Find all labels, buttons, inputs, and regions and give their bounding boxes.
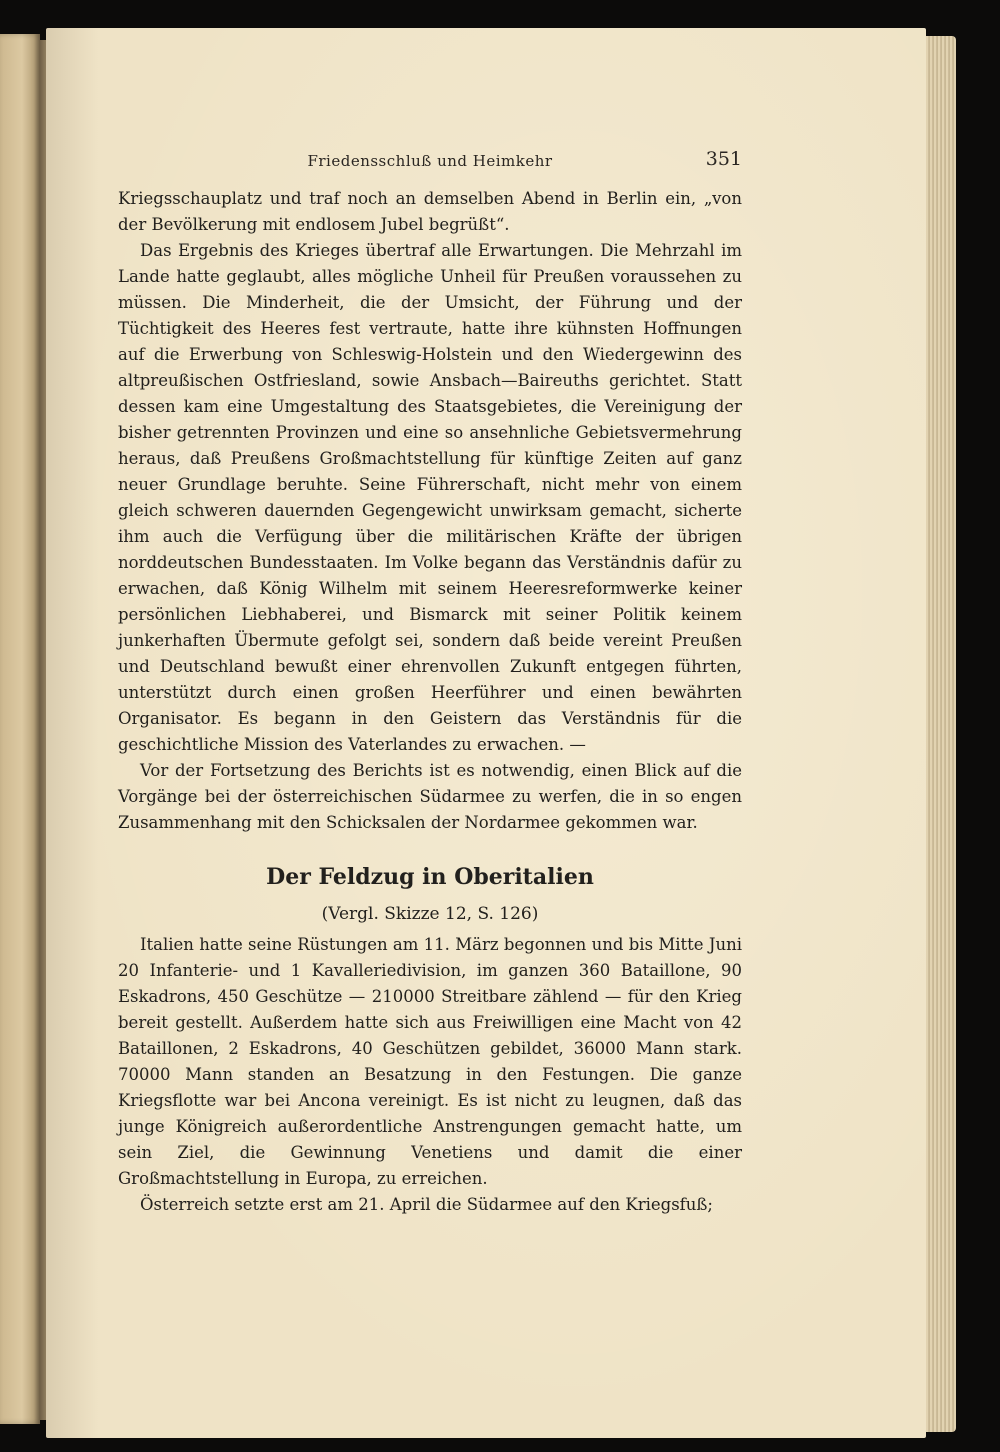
page-number: 351 xyxy=(705,148,742,170)
paragraph: Italien hatte seine Rüstungen am 11. März begonnen und bis Mitte Juni 20 Infanterie- und 1 Kavalleriedivision, im ganzen 360 Bataillone, 90 Eskadrons, 450 Geschütze — 210000 Streitbare zählend — für den Krieg bereit gestellt. Außerdem hatte sich aus Freiwilligen eine Macht von 42 Bataillonen, 2 Eskadrons, 40 Geschützen gebildet, 36000 Mann stark. 70000 Mann standen an Besatzung in den Festungen. Die ganze Kriegsflotte war bei Ancona vereinigt. Es ist nicht zu leugnen, daß das junge Königreich außerordentliche Anstrengungen gemacht hatte, um sein Ziel, die Gewinnung Venetiens und damit die einer Großmachtstellung in Europa, zu erreichen. xyxy=(118,935,742,1188)
page-stack-edges xyxy=(922,36,956,1432)
paragraph: Österreich setzte erst am 21. April die Südarmee auf den Kriegsfuß; xyxy=(140,1195,713,1214)
running-title: Friedensschluß und Heimkehr xyxy=(307,152,553,170)
paragraph: Das Ergebnis des Krieges übertraf alle Erwartungen. Die Mehrzahl im Lande hatte geglaubt, alles mögliche Unheil für Preußen voraussehen zu müssen. Die Minderheit, die der Umsicht, der Führung und der Tüchtigkeit des Heeres fest vertraute, hatte ihre kühnsten Hoffnungen auf die Erwerbung von Schleswig-Holstein und den Wiedergewinn des altpreußischen Ostfriesland, sowie Ansbach—Baireuths gerichtet. Statt dessen kam eine Umgestaltung des Staatsgebietes, die Vereinigung der bisher getrennten Provinzen und eine so ansehnliche Gebietsvermehrung heraus, daß Preußens Großmachtstellung für künftige Zeiten auf ganz neuer Grundlage beruhte. Seine Führerschaft, nicht mehr von einem gleich schweren dauernden Gegengewicht unwirksam gemacht, sicherte ihm auch die Verfügung über die militärischen Kräfte der übrigen norddeutschen Bundesstaaten. Im Volke begann das Verständnis dafür zu erwachen, daß König Wilhelm mit seinem Heeresreformwerke keiner persönlichen Liebhaberei, und Bismarck mit seiner Politik keinem junkerhaften Übermute gefolgt sei, sondern daß beide vereint Preußen und Deutschland bewußt einer ehrenvollen Zukunft entgegen führten, unterstützt durch einen großen Heerführer und einen bewährten Organisator. Es begann in den Geistern das Verständnis für die geschichtliche Mission des Vaterlandes zu erwachen. — xyxy=(118,241,742,754)
section-title: Der Feldzug in Oberitalien xyxy=(266,864,594,890)
left-page-edge xyxy=(0,34,40,1424)
body-text xyxy=(118,186,742,1218)
paragraph: Vor der Fortsetzung des Berichts ist es notwendig, einen Blick auf die Vorgänge bei der österreichischen Südarmee zu werfen, die in so engen Zusammenhang mit den Schicksalen der Nordarmee gekommen war. xyxy=(118,761,742,832)
section-reference: (Vergl. Skizze 12, S. 126) xyxy=(321,904,539,924)
paragraph: Kriegsschauplatz und traf noch an demselben Abend in Berlin ein, „von der Bevölkerung mit endlosem Jubel begrüßt“. xyxy=(118,189,742,234)
running-head xyxy=(118,148,742,176)
